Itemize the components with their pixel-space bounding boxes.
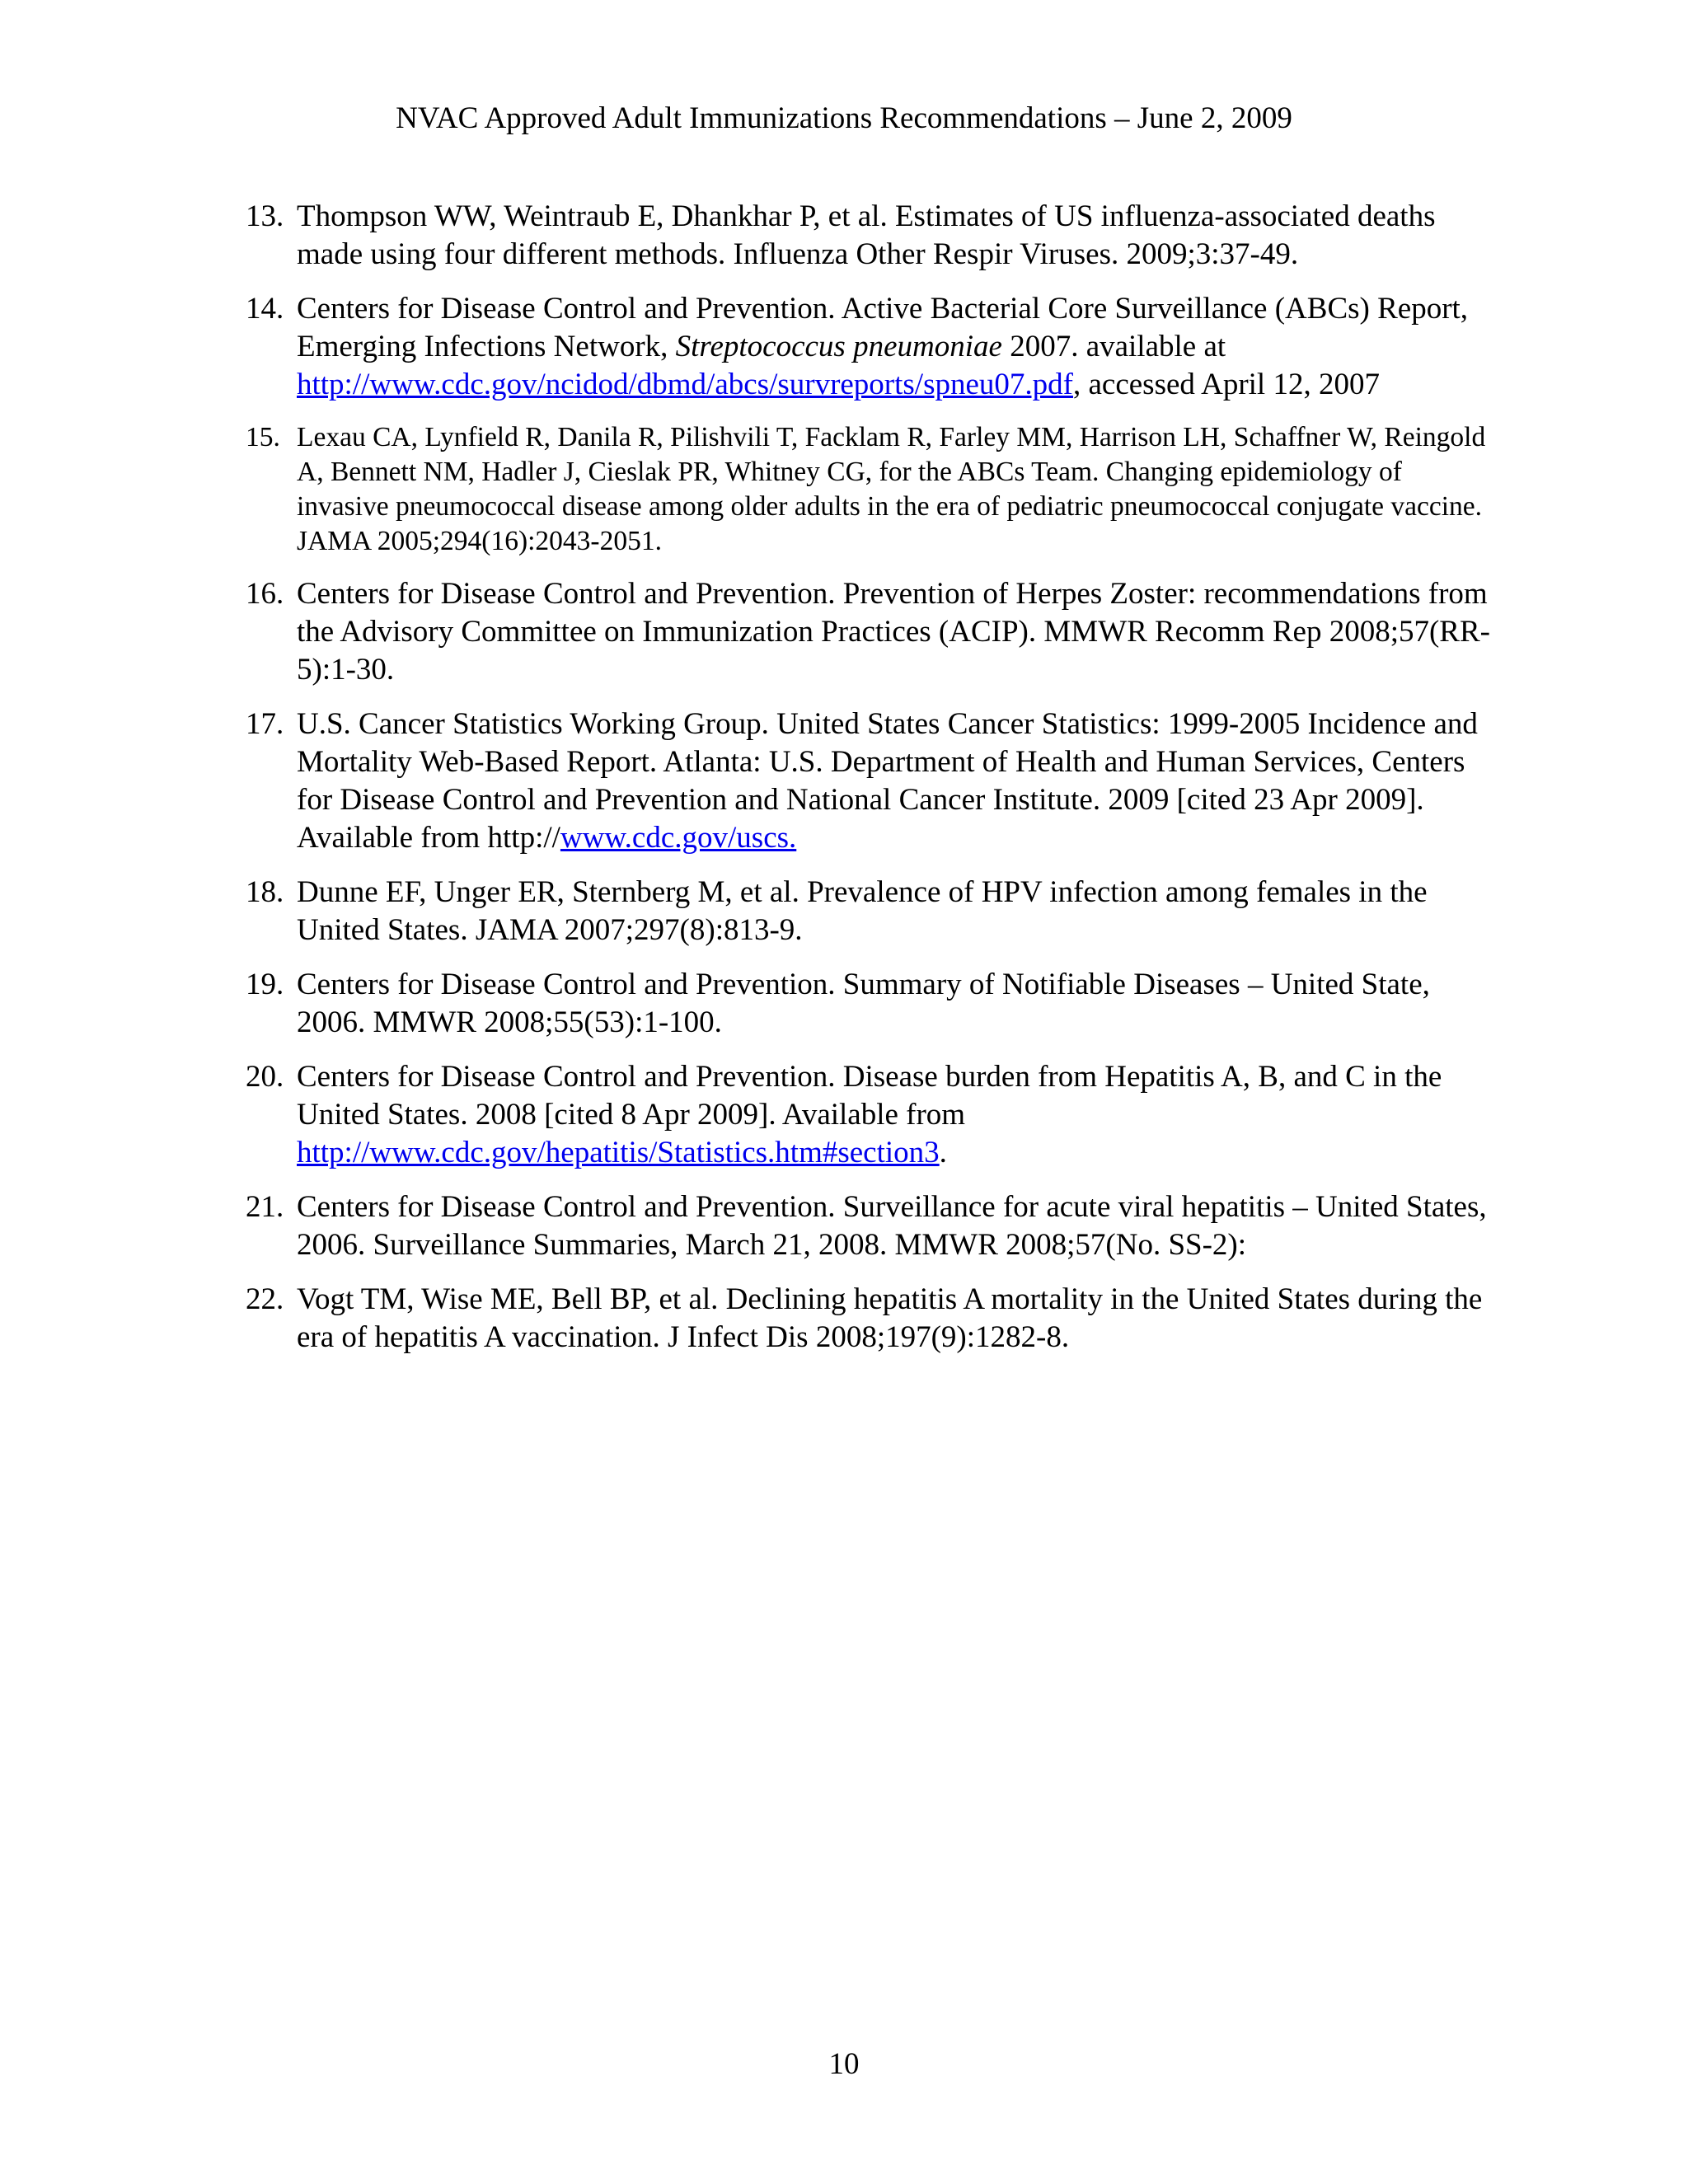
reference-number: 22. [246,1282,284,1316]
reference-text-part: U.S. Cancer Statistics Working Group. United States Cancer Statistics: 1999-2005 Incidence and Mortality Web-Based Report. Atlanta: U.S. Department of Health and Human Services, Centers for Disease Control and Prevention and National Cancer Institute. 2009 [cited 23 Apr 2009]. Available from http:// [297,707,1478,855]
reference-22 [246,1281,1498,1357]
reference-text [297,1060,1442,1169]
page-number: 10 [828,2047,860,2081]
reference-text-part: 2007. available at [1001,330,1226,363]
reference-17 [246,705,1498,857]
reference-14 [246,290,1498,404]
reference-list [246,198,1498,1373]
reference-number: 16. [246,577,284,611]
reference-number: 13. [246,199,284,233]
reference-number: 21. [246,1190,284,1224]
reference-text: Lexau CA, Lynfield R, Danila R, Pilishvili T, Facklam R, Farley MM, Harrison LH, Schaffner W, Reingold A, Bennett NM, Hadler J, Cieslak PR, Whitney CG, for the ABCs Team. Changing epidemiology of invasive pneumococcal disease among older adults in the era of pediatric pneumococcal conjugate vaccine. JAMA 2005;294(16):2043-2051. [297,422,1486,556]
reference-text-part: Centers for Disease Control and Prevention. Disease burden from Hepatitis A, B, and C in the United States. 2008 [cited 8 Apr 2009]. Available from [297,1060,1442,1132]
reference-link[interactable]: http://www.cdc.gov/hepatitis/Statistics.htm#section3 [297,1136,940,1169]
reference-18 [246,874,1498,949]
reference-number: 14. [246,292,284,326]
reference-21 [246,1188,1498,1264]
reference-text-part: . [939,1136,947,1169]
reference-20 [246,1058,1498,1172]
species-name: Streptococcus pneumoniae [675,330,1002,363]
reference-number: 20. [246,1060,284,1094]
reference-15 [246,420,1498,559]
reference-text-part: , accessed April 12, 2007 [1072,368,1380,401]
reference-number: 18. [246,875,284,909]
reference-text: Centers for Disease Control and Prevention. Surveillance for acute viral hepatitis – United States, 2006. Surveillance Summaries, March 21, 2008. MMWR 2008;57(No. SS-2): [297,1190,1487,1262]
reference-link[interactable]: http://www.cdc.gov/ncidod/dbmd/abcs/survreports/spneu07.pdf [297,368,1073,401]
reference-19 [246,966,1498,1042]
reference-text [297,292,1468,401]
reference-text [297,707,1478,855]
reference-number: 19. [246,968,284,1001]
reference-text: Dunne EF, Unger ER, Sternberg M, et al. Prevalence of HPV infection among females in the United States. JAMA 2007;297(8):813-9. [297,875,1428,947]
reference-13 [246,198,1498,274]
reference-text: Vogt TM, Wise ME, Bell BP, et al. Declining hepatitis A mortality in the United States during the era of hepatitis A vaccination. J Infect Dis 2008;197(9):1282-8. [297,1282,1483,1354]
reference-text: Centers for Disease Control and Prevention. Prevention of Herpes Zoster: recommendations from the Advisory Committee on Immunization Practices (ACIP). MMWR Recomm Rep 2008;57(RR-5):1-30. [297,577,1490,687]
reference-16 [246,575,1498,689]
page-header: NVAC Approved Adult Immunizations Recommendations – June 2, 2009 [396,101,1292,135]
reference-text: Centers for Disease Control and Prevention. Summary of Notifiable Diseases – United State, 2006. MMWR 2008;55(53):1-100. [297,968,1430,1039]
reference-link[interactable]: www.cdc.gov/uscs. [560,821,797,855]
reference-text-part: Centers for Disease Control and Prevention. Active Bacterial Core Surveillance (ABCs) Report, Emerging Infections Network, [297,292,1469,363]
reference-text: Thompson WW, Weintraub E, Dhankhar P, et al. Estimates of US influenza-associated deaths made using four different methods. Influenza Other Respir Viruses. 2009;3:37-49. [297,199,1436,271]
reference-number: 17. [246,707,284,741]
reference-number: 15. [246,422,280,452]
